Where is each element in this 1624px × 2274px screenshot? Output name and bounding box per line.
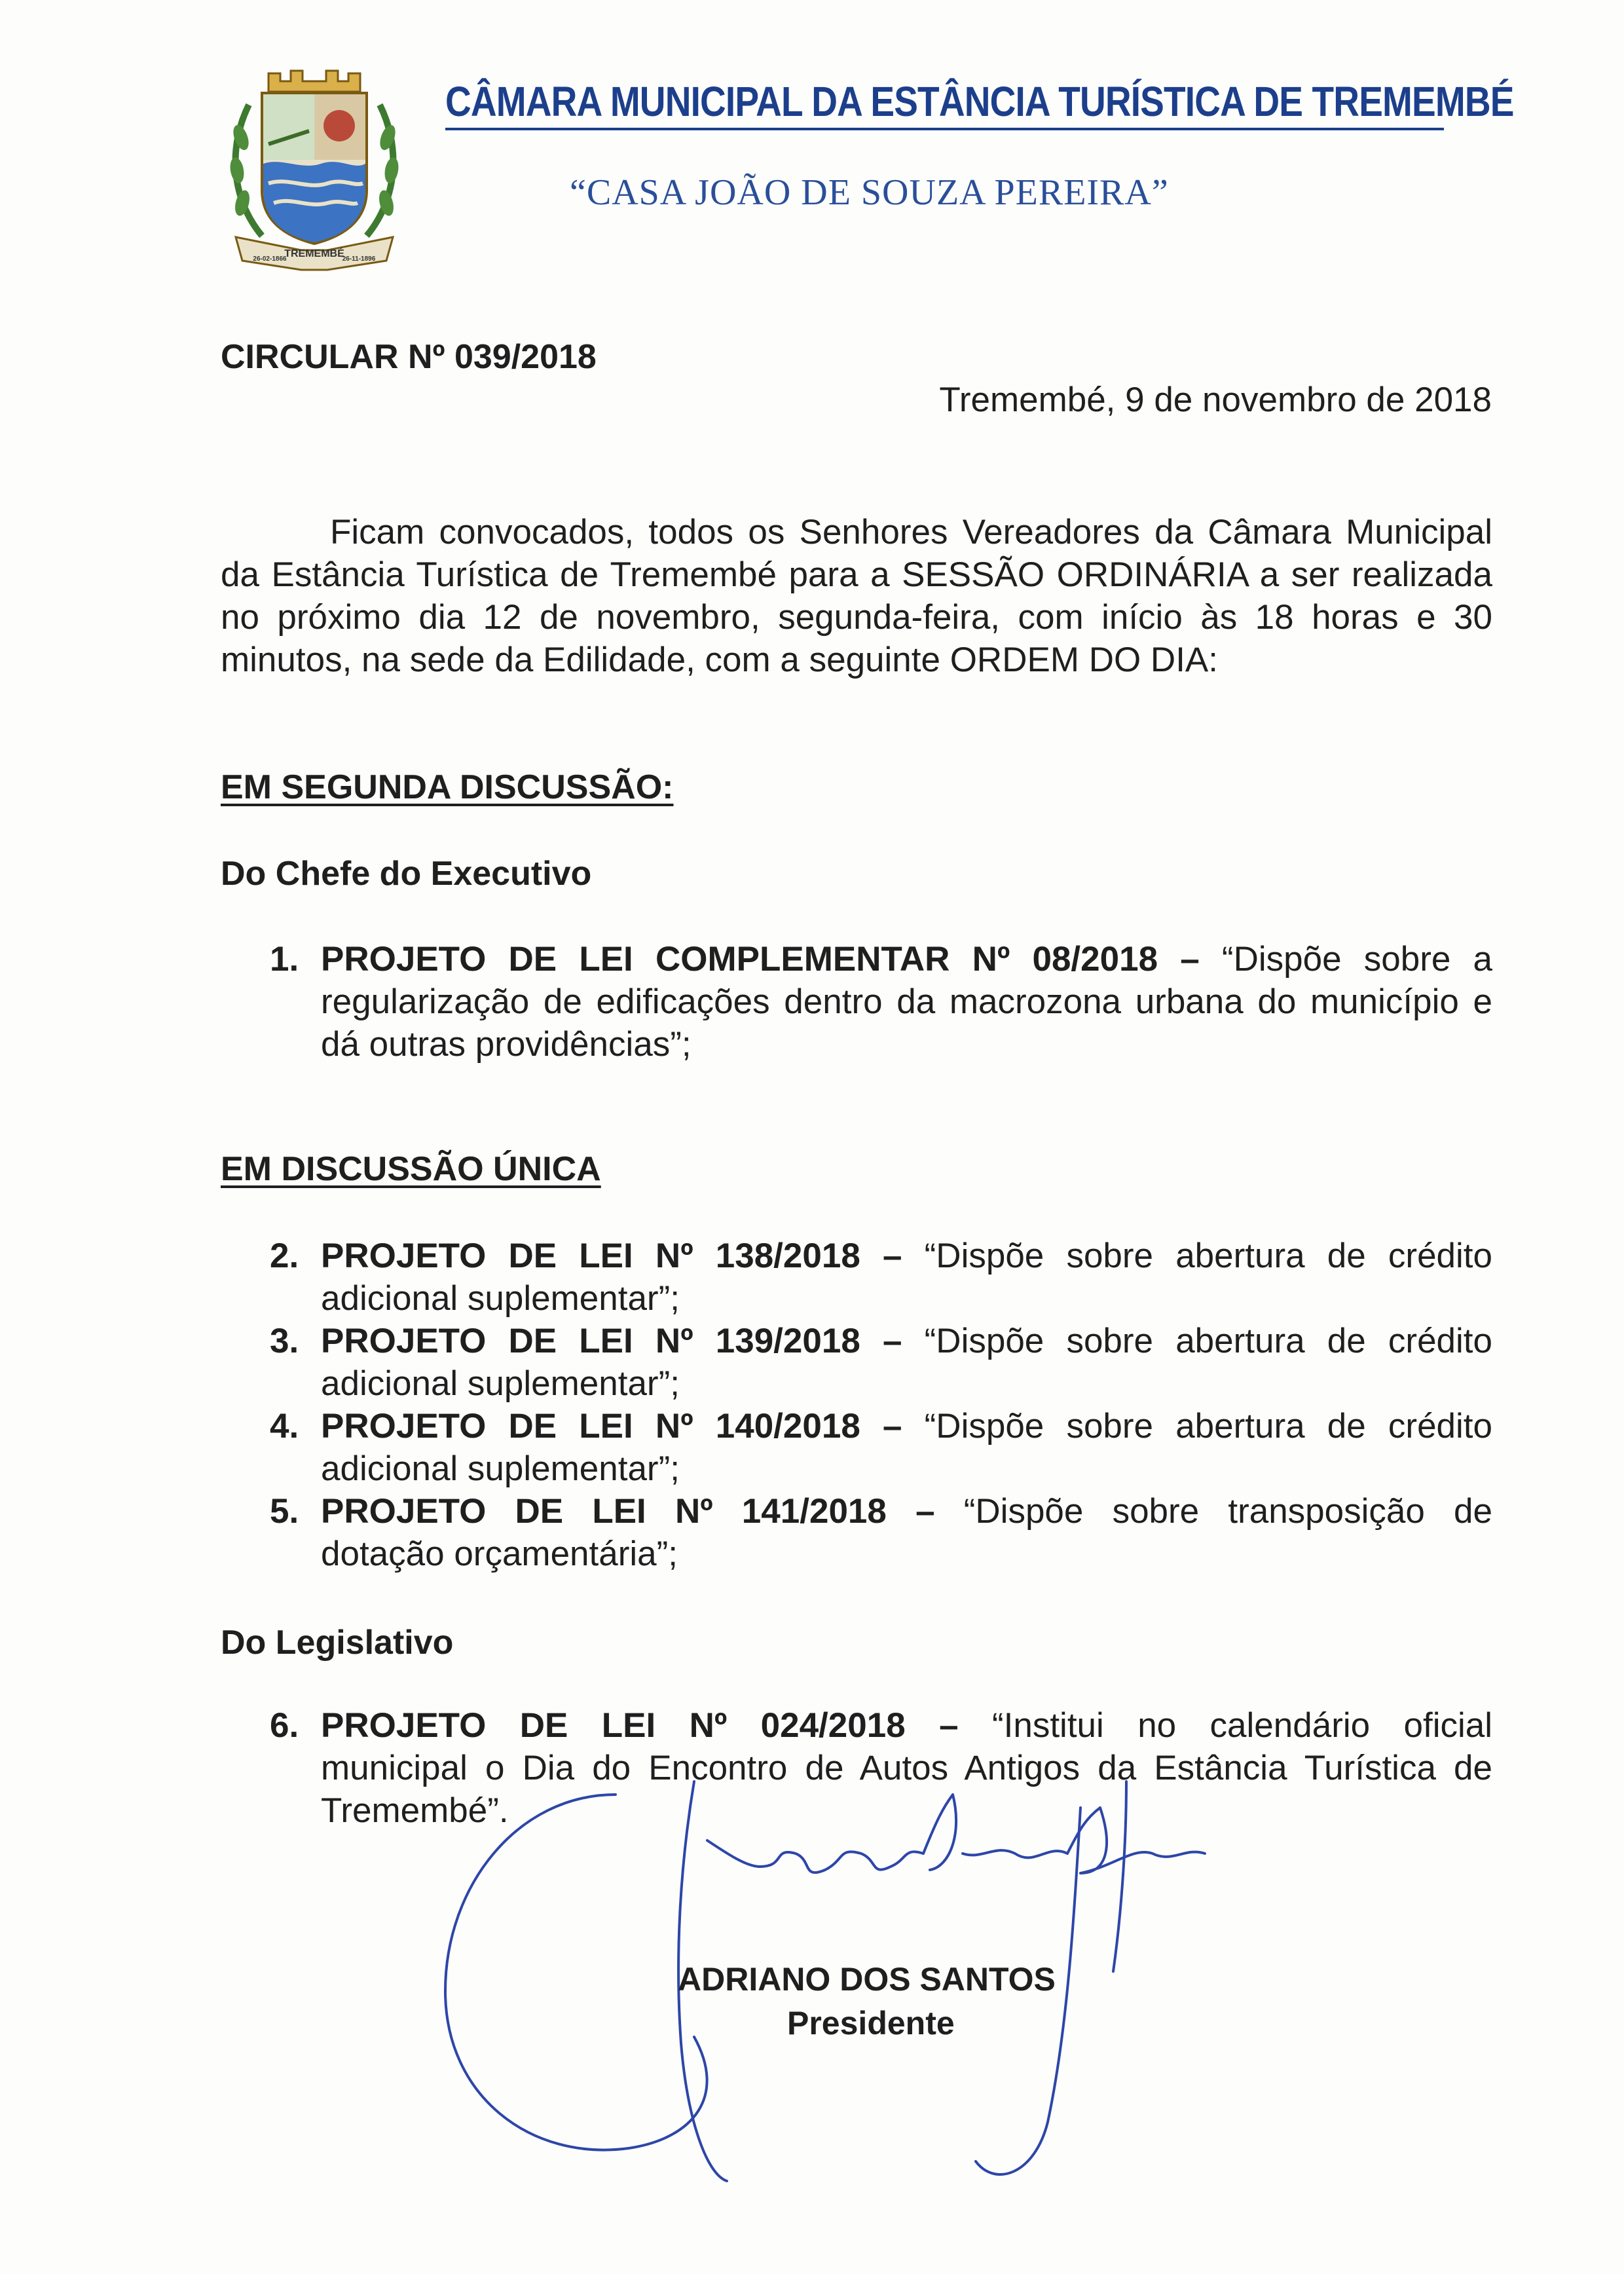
signer-name: ADRIANO DOS SANTOS xyxy=(678,1961,1056,1998)
agenda-item-2 xyxy=(270,1235,1492,1320)
item-text: regularização de edificações dentro da macrozona urbana do município e xyxy=(321,982,1492,1021)
item-text: adicional suplementar”; xyxy=(321,1449,680,1488)
item-title: PROJETO DE LEI COMPLEMENTAR Nº 08/2018 – xyxy=(321,940,1200,979)
circular-number: CIRCULAR Nº 039/2018 xyxy=(221,338,597,376)
item-text: municipal o Dia do Encontro de Autos Antigos da Estância Turística de xyxy=(321,1749,1492,1787)
org-name: CÂMARA MUNICIPAL DA ESTÂNCIA TURÍSTICA DE TREMEMBÉ xyxy=(445,78,1514,125)
item-text: dotação orçamentária”; xyxy=(321,1535,678,1573)
agenda-item-4 xyxy=(270,1405,1492,1490)
group-title-legislativo: Do Legislativo xyxy=(221,1624,454,1662)
date-line: Tremembé, 9 de novembro de 2018 xyxy=(939,381,1492,419)
item-text: Tremembé”. xyxy=(321,1791,509,1830)
item-number: 1. xyxy=(270,940,299,979)
org-subtitle: “CASA JOÃO DE SOUZA PEREIRA” xyxy=(570,172,1169,213)
item-title: PROJETO DE LEI Nº 140/2018 – xyxy=(321,1407,902,1445)
intro-line: da Estância Turística de Tremembé para a SESSÃO ORDINÁRIA a ser realizada xyxy=(221,555,1492,594)
item-text: “Dispõe sobre abertura de crédito xyxy=(924,1322,1492,1360)
item-text: “Institui no calendário oficial xyxy=(991,1706,1493,1745)
intro-line: no próximo dia 12 de novembro, segunda-feira, com início às 18 horas e 30 xyxy=(221,598,1492,637)
item-text: “Dispõe sobre a xyxy=(1221,940,1492,979)
item-text: “Dispõe sobre abertura de crédito xyxy=(924,1407,1492,1445)
intro-line: minutos, na sede da Edilidade, com a seguinte ORDEM DO DIA: xyxy=(221,641,1218,679)
agenda-item-3 xyxy=(270,1320,1492,1405)
item-title: PROJETO DE LEI Nº 024/2018 – xyxy=(321,1706,959,1745)
intro-line: Ficam convocados, todos os Senhores Vereadores da Câmara Municipal xyxy=(330,513,1492,551)
item-text: dá outras providências”; xyxy=(321,1025,692,1064)
item-number: 4. xyxy=(270,1407,299,1445)
item-text: “Dispõe sobre abertura de crédito xyxy=(924,1237,1492,1275)
municipal-crest-icon xyxy=(223,65,406,275)
group-title-executivo: Do Chefe do Executivo xyxy=(221,855,592,893)
crest-date-right: 26-11-1896 xyxy=(342,255,376,263)
item-title: PROJETO DE LEI Nº 141/2018 – xyxy=(321,1492,935,1531)
agenda-item-1 xyxy=(270,938,1492,1066)
item-number: 3. xyxy=(270,1322,299,1360)
item-text: “Dispõe sobre transposição de xyxy=(963,1492,1492,1531)
item-text: adicional suplementar”; xyxy=(321,1364,680,1403)
signer-role: Presidente xyxy=(787,2005,955,2041)
item-text: adicional suplementar”; xyxy=(321,1279,680,1318)
item-number: 2. xyxy=(270,1237,299,1275)
section-title-discussao-unica: EM DISCUSSÃO ÚNICA xyxy=(221,1150,601,1188)
item-number: 6. xyxy=(270,1706,299,1745)
item-number: 5. xyxy=(270,1492,299,1531)
header-rule xyxy=(445,128,1444,130)
item-title: PROJETO DE LEI Nº 138/2018 – xyxy=(321,1237,902,1275)
crest-banner-text: TREMEMBÉ xyxy=(284,248,344,259)
agenda-item-5 xyxy=(270,1490,1492,1575)
intro-paragraph xyxy=(221,511,1492,681)
section-title-segunda-discussao: EM SEGUNDA DISCUSSÃO: xyxy=(221,768,674,806)
crest-date-left: 26-02-1866 xyxy=(253,255,287,263)
item-title: PROJETO DE LEI Nº 139/2018 – xyxy=(321,1322,902,1360)
